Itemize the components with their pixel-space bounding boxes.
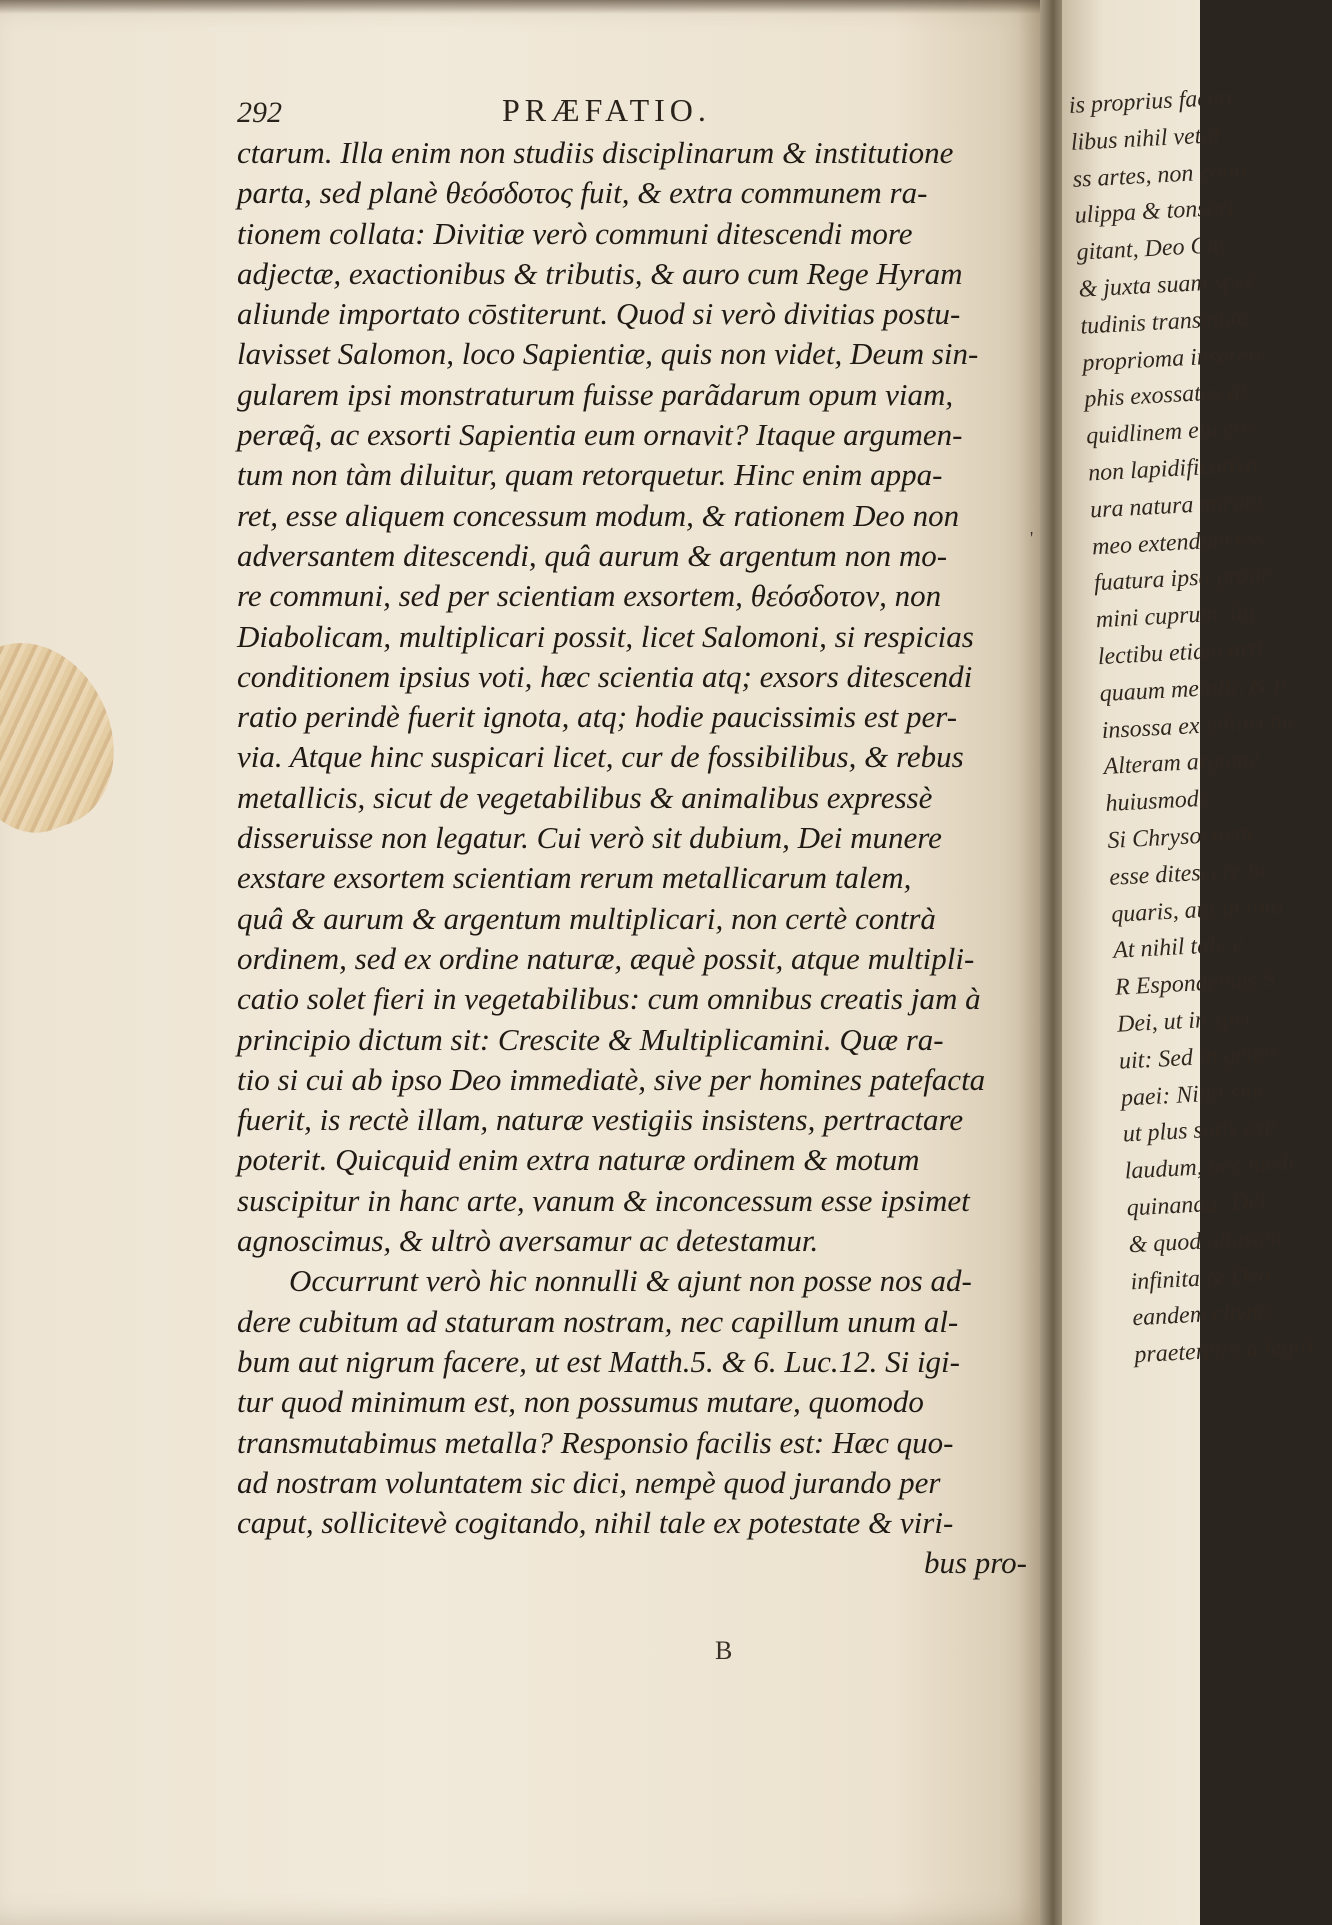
page-number: 292 <box>237 96 282 129</box>
text-line: catio solet fieri in vegetabilibus: cum omnibus creatis jam à <box>237 981 981 1017</box>
text-line: re communi, sed per scientiam exsortem, θεόσδοτον, non <box>237 578 942 614</box>
text-fragment: proprioma inserere <box>1081 340 1268 377</box>
text-fragment: ulippa & tonsori <box>1074 194 1236 230</box>
text-fragment: Si Chrysochym <box>1106 820 1253 854</box>
text-fragment: paei: Nihil sine <box>1120 1077 1270 1112</box>
running-head: PRÆFATIO. <box>502 92 711 128</box>
text-line: tio si cui ab ipso Deo immediatè, sive per homines patefacta <box>237 1061 986 1097</box>
text-line: tum non tàm diluitur, quam retorquetur. Hinc enim appa- <box>237 457 943 493</box>
text-fragment: fuatura ipsa propr <box>1093 561 1271 597</box>
text-line: peræq̃, ac exsorti Sapientia eum ornavit? Itaque argumen- <box>237 417 963 453</box>
text-fragment: tudinis transmuta <box>1079 304 1250 340</box>
text-fragment: meo extendum ess <box>1091 524 1266 560</box>
body-text <box>237 133 1027 1584</box>
text-fragment: is proprius facere <box>1068 84 1239 119</box>
text-fragment: ut plus satis exp <box>1122 1113 1278 1148</box>
text-line: conditionem ipsius voti, hæc scientia atq; exsors ditescendi <box>237 658 973 694</box>
catchword: bus pro- <box>923 1545 1027 1581</box>
text-line: gularem ipsi monstraturum fuisse parãdarum opum viam, <box>237 376 954 412</box>
text-fragment: esse ditescere lic <box>1108 856 1272 891</box>
text-line: tionem collata: Divitiæ verò communi ditescendi more <box>237 215 913 251</box>
text-fragment: eandem chymi <box>1131 1298 1271 1332</box>
text-fragment: uit: Sed in gener <box>1118 1040 1279 1075</box>
text-fragment: libus nihil vetat <box>1070 121 1221 156</box>
text-line: aliunde importato cōstiterunt. Quod si verò divitias postu- <box>237 296 961 332</box>
text-line: adjectæ, exactionibus & tributis, & auro cum Rege Hyram <box>237 255 963 291</box>
text-fragment: quidlinem elicere, <box>1085 414 1260 450</box>
text-line: parta, sed planè θεόσδοτος fuit, & extra communem ra- <box>237 175 928 211</box>
text-fragment: insossa ex viliori me <box>1101 707 1299 744</box>
text-fragment: gitant, Deo Chy <box>1075 231 1230 266</box>
text-fragment: ura natura mirant <box>1089 488 1264 524</box>
text-line: tur quod minimum est, non possumus mutare, quomodo <box>237 1384 924 1420</box>
text-fragment: R Espondemus S <box>1114 966 1276 1001</box>
text-line: fuerit, is rectè illam, naturæ vestigiis insistens, pertractare <box>237 1102 964 1138</box>
text-line: disseruisse non legatur. Cui verò sit dubium, Dei munere <box>237 820 942 856</box>
text-fragment: praeteretre a legiti <box>1133 1332 1315 1369</box>
text-line: agnoscimus, & ultrò aversamur ac detestamur. <box>237 1223 819 1259</box>
text-fragment: ss artes, non contr <box>1072 157 1251 193</box>
text-line: via. Atque hinc suspicari licet, cur de fossibilibus, & rebus <box>237 739 964 775</box>
text-line: adversantem ditescendi, quâ aurum & argentum non mo- <box>237 537 948 573</box>
text-fragment: quaum metalli, & p <box>1099 671 1287 707</box>
paragraph-start-line: Occurrunt verò hic nonnulli & ajunt non posse nos ad- <box>289 1263 972 1299</box>
text-fragment: & quod abusum, <box>1127 1223 1289 1259</box>
text-fragment: infinita & Deo <box>1129 1261 1272 1295</box>
text-line: lavisset Salomon, loco Sapientiæ, quis non videt, Deum sin- <box>237 336 979 372</box>
text-fragment: quinanda: Dei <box>1126 1188 1267 1222</box>
text-fragment: Alteram argume <box>1102 746 1260 781</box>
brush-bristles <box>0 620 138 850</box>
page-shadow <box>0 0 1040 14</box>
text-line: dere cubitum ad staturam nostram, nec capillum unum al- <box>237 1303 959 1339</box>
text-fragment: phis exossatos ar <box>1083 378 1251 413</box>
text-fragment: At nihil tale e <box>1112 931 1244 965</box>
text-line: poterit. Quicquid enim extra naturæ ordinem & motum <box>237 1142 920 1178</box>
text-line: ad nostram voluntatem sic dici, nempè quod jurando per <box>237 1464 941 1500</box>
text-line: ratio perindè fuerit ignota, atq; hodie paucissimis est per- <box>237 699 958 735</box>
text-fragment: quaris, aut in tota <box>1110 892 1284 928</box>
text-line: metallicis, sicut de vegetabilibus & animalibus expressè <box>237 779 933 815</box>
text-fragment: non lapidificativa <box>1087 451 1259 487</box>
text-line: ordinem, sed ex ordine naturæ, æquè possit, atque multipli- <box>237 940 975 976</box>
text-fragment: & juxta suam spec <box>1077 267 1257 303</box>
text-line: ret, esse aliquem concessum modum, & rationem Deo non <box>237 497 960 533</box>
text-fragment: mini cuprum, lig <box>1095 599 1256 634</box>
margin-mark: ' <box>1030 528 1034 548</box>
page-header <box>237 92 1017 132</box>
signature-mark: B <box>715 1636 733 1665</box>
text-fragment: laudum, nec medi <box>1124 1149 1296 1185</box>
text-line: Diabolicam, multiplicari possit, licet Salomoni, si respicias <box>237 618 974 654</box>
text-fragment: lectibu etiam arti <box>1097 635 1264 671</box>
text-line: suscipitur in hanc arte, vanum & inconcessum esse ipsimet <box>237 1182 970 1218</box>
text-fragment: Dei, ut in spec <box>1116 1004 1257 1038</box>
text-line: ctarum. Illa enim non studiis disciplinarum & institutione <box>237 135 954 170</box>
text-line: exstare exsortem scientiam rerum metallicarum talem, <box>237 860 912 896</box>
text-line: bum aut nigrum facere, ut est Matth.5. & 6. Luc.12. Si igi- <box>237 1343 960 1379</box>
text-line: principio dictum sit: Crescite & Multiplicamini. Quæ ra- <box>237 1021 944 1057</box>
text-line: quâ & aurum & argentum multiplicari, non certè contrà <box>237 900 936 936</box>
text-line: caput, sollicitevè cogitando, nihil tale ex potestate & viri- <box>237 1505 954 1541</box>
text-fragment: huiusmodi. <box>1104 785 1213 818</box>
text-line: transmutabimus metalla? Responsio facilis est: Hæc quo- <box>237 1424 954 1460</box>
